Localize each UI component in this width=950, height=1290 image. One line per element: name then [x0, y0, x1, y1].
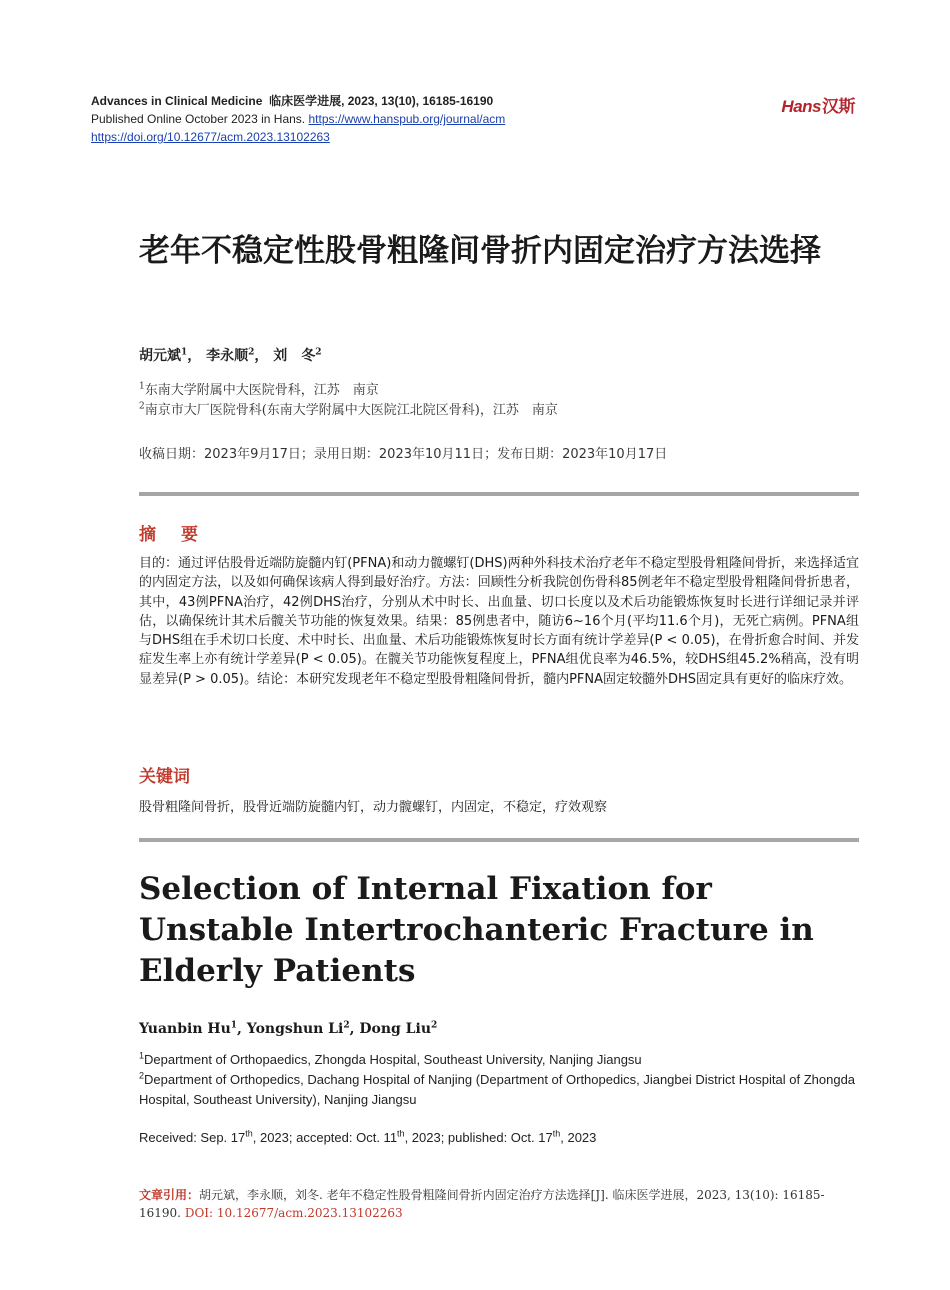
title-en: Selection of Internal Fixation for Unstable Intertrochanteric Fracture in Elderly Patients [139, 871, 814, 989]
author-cn-1: 胡元斌 [139, 348, 181, 364]
affiliation-cn-1-sup: 1 [139, 381, 145, 392]
date-accepted: , 2023; accepted: Oct. 11 [252, 1130, 398, 1145]
affiliation-cn-2 [139, 401, 558, 421]
authors-en: Yuanbin Hu$^1$, Yongshun Li$^2$, Dong Liu$^2$ [139, 1020, 438, 1037]
affiliation-en-1-text: Department of Orthopaedics, Zhongda Hospital, Southeast University, Nanjing Jiangsu [144, 1052, 642, 1067]
citation-doi-link[interactable]: DOI: 10.12677/acm.2023.13102263 [184, 1206, 403, 1220]
affiliation-cn-2-sup: 2 [139, 401, 145, 412]
keywords-text: 股骨粗隆间骨折，股骨近端防旋髓内钉，动力髋螺钉，内固定，不稳定，疗效观察 [139, 800, 608, 815]
author-en-3-sup: 2 [431, 1020, 438, 1031]
author-cn-3: 刘 冬 [273, 348, 316, 364]
affiliation-en-2-text: Department of Orthopedics, Dachang Hospital of Nanjing (Department of Orthopedics, Jiangbei District Hospital of Zhongda Hospital, Southeast University), Nanjing Jiangsu [139, 1072, 856, 1107]
affiliation-en-2 [139, 1070, 859, 1110]
keywords-heading: 关键词 [139, 767, 190, 787]
author-cn-2: 李永顺 [206, 348, 249, 364]
title-cn: 老年不稳定性股骨粗隆间骨折内固定治疗方法选择 [139, 233, 821, 269]
affiliation-cn-1 [139, 381, 379, 401]
abstract-text: 目的：通过评估股骨近端防旋髓内钉(PFNA)和动力髋螺钉(DHS)两种外科技术治疗老年不稳定型股骨粗隆间骨折，来选择适宜的内固定方法，以及如何确保该病人得到最好治疗。方法：回顾性分析我院创伤骨科85例老年不稳定型股骨粗隆间骨折患者，其中，43例PFNA治疗，42例DHS治疗，分别从术中时长、出血量、切口长度以及术后功能锻炼恢复时长进行详细记录并评估，以确保统计其术后髋关节功能的恢复效果。结果：85例患者中，随访6~16个月(平均11.6个月)，无死亡病例。PFNA组与DHS组在手术切口长度、术中时长、出血量、术后功能锻炼恢复时长方面有统计学差异(P < 0.05)，在骨折愈合时间、并发症发生率上亦有统计学差异(P < 0.05)。在髋关节功能恢复程度上，PFNA组优良率为46.5%，较DHS组45.2%稍高，没有明显差异(P > 0.05)。结论：本研究发现老年不稳定型股骨粗隆间骨折，髓内PFNA固定较髓外DHS固定具有更好的临床疗效。 [139, 556, 859, 687]
affiliation-en-2-sup: 2 [139, 1070, 145, 1081]
divider-top [139, 492, 859, 496]
author-cn-3-sup: 2 [315, 347, 322, 358]
author-en-3: Dong Liu [359, 1021, 432, 1037]
affiliation-en-1-sup: 1 [139, 1050, 145, 1061]
citation-text: 胡元斌，李永顺，刘冬. 老年不稳定性股骨粗隆间骨折内固定治疗方法选择[J]. 临床医学进展，2023, 13(10): 16185-16190. [139, 1188, 825, 1220]
citation-label: 文章引用： [139, 1188, 200, 1202]
published-line [91, 110, 505, 128]
date-accepted-sup: th [397, 1128, 405, 1139]
published-text: Published Online October 2023 in Hans. [91, 112, 306, 126]
journal-url-link[interactable]: https://www.hanspub.org/journal/acm [308, 112, 506, 126]
hans-logo [781, 92, 855, 117]
affiliation-cn-1-text: 东南大学附属中大医院骨科，江苏 南京 [144, 383, 379, 398]
author-cn-1-sup: 1 [181, 347, 188, 358]
doi-url-link[interactable]: https://doi.org/10.12677/acm.2023.13102263 [91, 130, 330, 144]
dates-en [139, 1130, 596, 1145]
affiliation-cn-2-text: 南京市大厂医院骨科(东南大学附属中大医院江北院区骨科)，江苏 南京 [144, 403, 558, 418]
divider-bottom [139, 838, 859, 842]
journal-header [91, 92, 493, 110]
date-received-sup: th [245, 1128, 253, 1139]
date-published-sup: th [552, 1128, 561, 1139]
author-en-2-sup: 2 [343, 1020, 350, 1031]
logo-cn: 汉斯 [822, 97, 855, 116]
citation [139, 1186, 859, 1222]
author-en-2: Yongshun Li [246, 1021, 344, 1037]
journal-cn-info: 临床医学进展, 2023, 13(10), 16185-16190 [269, 94, 494, 108]
abstract-heading: 摘 要 [139, 525, 202, 545]
journal-name: Advances in Clinical Medicine [91, 94, 263, 108]
date-published: , 2023; published: Oct. 17 [404, 1130, 553, 1145]
author-en-1: Yuanbin Hu [139, 1021, 231, 1037]
date-end: , 2023 [560, 1130, 597, 1145]
dates-cn: 收稿日期：2023年9月17日；录用日期：2023年10月11日；发布日期：2023年10月17日 [139, 447, 668, 462]
author-en-1-sup: 1 [230, 1020, 238, 1031]
logo-text: Hans [781, 97, 821, 116]
doi-line [91, 128, 330, 146]
authors-cn: 胡元斌$^1$， 李永顺$^2$， 刘 冬$^2$ [139, 347, 322, 364]
author-cn-2-sup: 2 [248, 347, 255, 358]
affiliation-en-1 [139, 1050, 859, 1070]
date-received: Received: Sep. 17 [139, 1130, 246, 1145]
